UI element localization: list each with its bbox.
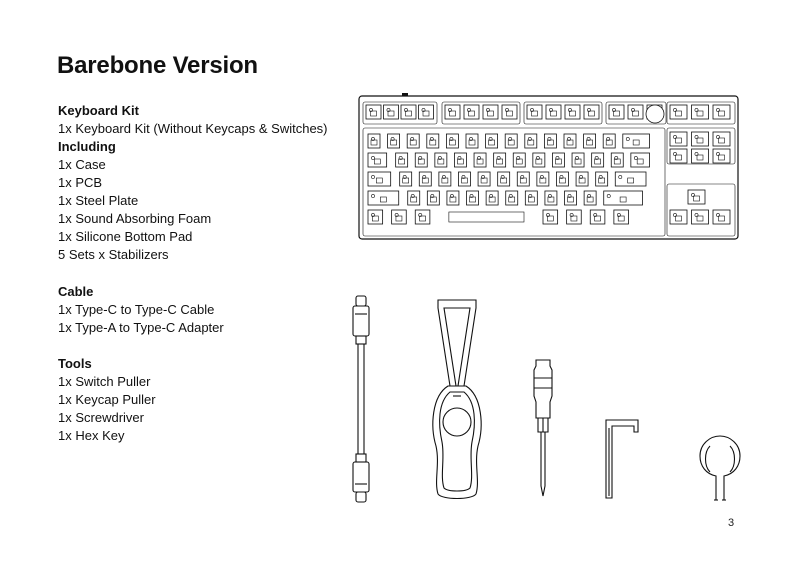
keyboard-key — [447, 191, 459, 205]
keyboard-key — [546, 105, 561, 119]
keyboard-key — [543, 210, 558, 224]
keyboard-key — [533, 153, 545, 167]
keyboard-key — [427, 191, 439, 205]
keyboard-key — [544, 134, 556, 148]
keyboard-key — [628, 105, 643, 119]
cable-heading: Cable — [58, 284, 94, 299]
keyboard-key — [713, 210, 730, 224]
keyboard-key — [502, 105, 517, 119]
keyboard-key — [384, 105, 399, 119]
keyboard-key — [670, 105, 687, 119]
keyboard-key — [368, 172, 391, 186]
keyboard-key — [576, 172, 588, 186]
keyboard-key — [584, 134, 596, 148]
keyboard-key — [446, 134, 458, 148]
keyboard-key — [408, 191, 420, 205]
keyboard-key — [584, 105, 599, 119]
list-item: 1x Screwdriver — [58, 410, 144, 425]
keyboard-key — [527, 105, 542, 119]
keyboard-key — [474, 153, 486, 167]
list-item: 1x Case — [58, 157, 106, 172]
keyboard-key — [419, 172, 431, 186]
keyboard-key — [713, 105, 730, 119]
keyboard-key — [670, 210, 687, 224]
keyboard-key — [525, 191, 537, 205]
keyboard-key — [368, 210, 383, 224]
keyboard-key — [464, 105, 479, 119]
keyboard-key — [388, 134, 400, 148]
keyboard-key — [567, 210, 582, 224]
keyboard-key — [545, 191, 557, 205]
keyboard-key — [435, 153, 447, 167]
keyboard-key — [572, 153, 584, 167]
keyboard-key — [713, 149, 730, 163]
keyboard-key — [486, 134, 498, 148]
tools-section — [58, 355, 156, 445]
list-item: 1x Steel Plate — [58, 193, 139, 208]
keyboard-kit-section — [58, 102, 328, 264]
keyboard-key — [439, 172, 451, 186]
keyboard-key — [596, 172, 608, 186]
keyboard-key — [537, 172, 549, 186]
keyboard-key — [505, 134, 517, 148]
keyboard-key — [396, 153, 408, 167]
list-item: 1x Keyboard Kit (Without Keycaps & Switches) — [58, 121, 328, 136]
keyboard-key — [368, 191, 399, 205]
keyboard-key — [513, 153, 525, 167]
list-item: 1x Hex Key — [58, 428, 125, 443]
keyboard-key — [454, 153, 466, 167]
keyboard-key — [615, 172, 646, 186]
list-item: 1x Type-A to Type-C Adapter — [58, 320, 224, 335]
keyboard-key — [692, 149, 709, 163]
screwdriver-icon — [528, 356, 558, 502]
list-item: 1x PCB — [58, 175, 103, 190]
keyboard-key — [670, 132, 687, 146]
keyboard-key — [590, 210, 605, 224]
keyboard-key — [604, 191, 643, 205]
keyboard-key — [494, 153, 506, 167]
keyboard-key — [368, 134, 380, 148]
keyboard-key — [400, 172, 412, 186]
keyboard-pcb-illustration — [358, 92, 740, 242]
keyboard-key — [407, 134, 419, 148]
keyboard-key — [525, 134, 537, 148]
keycap-puller-icon — [426, 296, 488, 502]
usb-c-cable-icon — [344, 294, 380, 504]
keyboard-kit-heading: Keyboard Kit — [58, 103, 139, 118]
keyboard-key — [401, 105, 416, 119]
cable-section — [58, 283, 224, 337]
keyboard-key — [603, 134, 615, 148]
keyboard-key — [466, 134, 478, 148]
keyboard-key — [419, 105, 434, 119]
keyboard-key — [478, 172, 490, 186]
keyboard-key — [467, 191, 479, 205]
keyboard-key — [415, 153, 427, 167]
keyboard-key — [713, 132, 730, 146]
keyboard-key — [592, 153, 604, 167]
keyboard-key — [692, 132, 709, 146]
keyboard-key — [611, 153, 623, 167]
keyboard-key — [506, 191, 518, 205]
keyboard-key — [614, 210, 629, 224]
list-item: 5 Sets x Stabilizers — [58, 247, 169, 262]
keyboard-key — [556, 172, 568, 186]
keyboard-key — [688, 190, 705, 204]
keyboard-key — [392, 210, 407, 224]
including-subheading: Including — [58, 139, 116, 154]
tools-heading: Tools — [58, 356, 92, 371]
keyboard-key — [623, 134, 650, 148]
keyboard-key — [631, 153, 650, 167]
list-item: 1x Sound Absorbing Foam — [58, 211, 212, 226]
list-item: 1x Silicone Bottom Pad — [58, 229, 193, 244]
keyboard-key — [565, 105, 580, 119]
keyboard-key — [368, 153, 387, 167]
keyboard-key — [517, 172, 529, 186]
keyboard-key — [584, 191, 596, 205]
keyboard-key — [552, 153, 564, 167]
keyboard-key — [692, 210, 709, 224]
keyboard-key — [565, 191, 577, 205]
keyboard-key — [483, 105, 498, 119]
keyboard-key — [427, 134, 439, 148]
keyboard-key — [458, 172, 470, 186]
page-number: 3 — [728, 517, 735, 529]
keyboard-key — [498, 172, 510, 186]
list-item: 1x Keycap Puller — [58, 392, 156, 407]
keyboard-key — [415, 210, 430, 224]
list-item: 1x Switch Puller — [58, 374, 151, 389]
keyboard-key — [486, 191, 498, 205]
keyboard-key — [445, 105, 460, 119]
keyboard-key — [670, 149, 687, 163]
keyboard-key — [609, 105, 624, 119]
keyboard-key — [692, 105, 709, 119]
keyboard-key — [366, 105, 381, 119]
hex-key-icon — [600, 418, 644, 502]
switch-puller-icon — [696, 434, 744, 504]
list-item: 1x Type-C to Type-C Cable — [58, 302, 215, 317]
page-title: Barebone Version — [57, 52, 258, 79]
keyboard-key — [564, 134, 576, 148]
rotary-knob — [646, 105, 664, 123]
